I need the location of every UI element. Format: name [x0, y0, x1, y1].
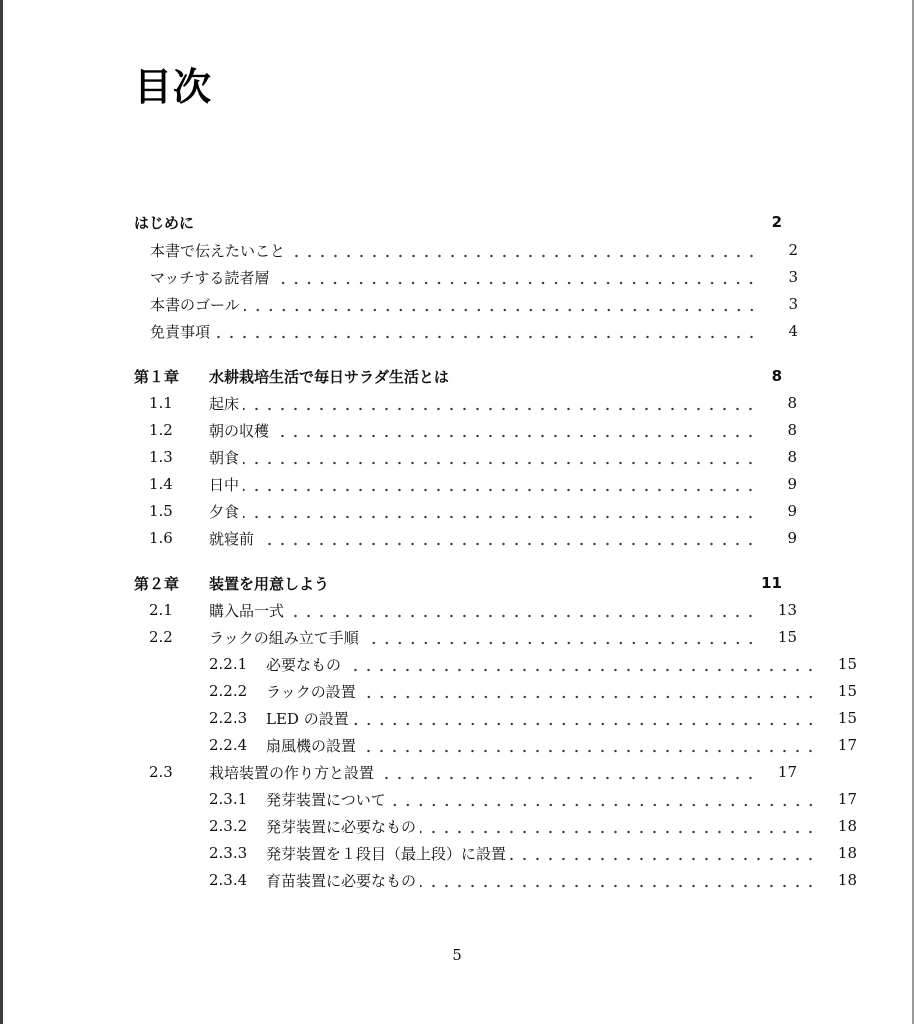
toc-entry-row[interactable]	[134, 652, 857, 676]
toc-entry-number: 2.2.1	[209, 655, 248, 673]
toc-dot-leader	[258, 526, 757, 550]
toc-entry-title: 起床	[209, 394, 240, 413]
toc-page-number: 17	[777, 763, 797, 781]
toc-entry-row[interactable]	[134, 679, 857, 703]
toc-entry-number: 2.3.3	[209, 844, 248, 862]
toc-dot-leader	[244, 292, 758, 316]
toc-entry-row[interactable]	[134, 391, 797, 415]
toc-entry-number: 2.3	[149, 763, 173, 781]
toc-entry-title: 就寝前	[209, 529, 255, 548]
toc-page-number: 9	[787, 529, 797, 547]
toc-entry-row[interactable]	[134, 499, 797, 523]
toc-entry-title: 育苗装置に必要なもの	[266, 871, 417, 890]
toc-page-number: 17	[837, 736, 857, 754]
toc-entry-number: 2.3.1	[209, 790, 248, 808]
toc-entry-row[interactable]	[134, 760, 797, 784]
toc-page-number: 13	[777, 601, 797, 619]
toc-entry-number: 1.6	[149, 529, 173, 547]
toc-chapter-row[interactable]	[134, 364, 782, 388]
toc-entry-number: 1.1	[149, 394, 173, 412]
toc-entry-row[interactable]	[134, 526, 797, 550]
toc-entry-number: 2.3.4	[209, 871, 248, 889]
toc-dot-leader	[289, 238, 758, 262]
toc-page-number: 18	[837, 844, 857, 862]
toc-entry-title: 水耕栽培生活で毎日サラダ生活とは	[209, 367, 449, 386]
toc-entry-title: 夕食	[209, 502, 240, 521]
toc-page-number: 8	[787, 448, 797, 466]
toc-dot-leader	[378, 760, 757, 784]
toc-entry-number: 第２章	[134, 574, 180, 593]
toc-entry-title: マッチする読者層	[150, 268, 270, 287]
toc-entry-number: 1.5	[149, 502, 173, 520]
toc-entry-title: 朝の収穫	[209, 421, 270, 440]
toc-page-number: 15	[837, 655, 857, 673]
toc-page-number: 9	[787, 502, 797, 520]
toc-entry-row[interactable]	[134, 238, 798, 262]
toc-entry-row[interactable]	[134, 841, 857, 865]
toc-page-number: 11	[761, 574, 782, 592]
toc-entry-title: 装置を用意しよう	[209, 574, 330, 593]
toc-entry-title: 免責事項	[150, 322, 211, 341]
toc-page-number: 3	[788, 268, 798, 286]
toc-chapter-row[interactable]	[134, 571, 782, 595]
toc-dot-leader	[273, 265, 758, 289]
toc-page-number: 8	[787, 421, 797, 439]
toc-page-number: 18	[837, 871, 857, 889]
toc-page-number: 15	[837, 709, 857, 727]
toc-dot-leader	[273, 418, 757, 442]
toc-entry-row[interactable]	[134, 418, 797, 442]
toc-dot-leader	[420, 868, 817, 892]
page-title: 目次	[134, 65, 213, 109]
toc-entry-title: 本書で伝えたいこと	[150, 241, 286, 260]
toc-dot-leader	[243, 499, 757, 523]
toc-entry-title: 購入品一式	[209, 601, 285, 620]
toc-page-number: 8	[787, 394, 797, 412]
toc-entry-title: 扇風機の設置	[266, 736, 357, 755]
toc-entry-title: 栽培装置の作り方と設置	[209, 763, 375, 782]
toc-entry-title: LED の設置	[266, 709, 349, 728]
toc-dot-leader	[243, 391, 757, 415]
toc-page-number: 9	[787, 475, 797, 493]
toc-entry-number: 2.2.3	[209, 709, 248, 727]
toc-entry-title: 発芽装置について	[266, 790, 386, 809]
toc-page-number: 3	[788, 295, 798, 313]
page-number: 5	[452, 946, 462, 964]
toc-entry-number: 1.4	[149, 475, 173, 493]
toc-entry-number: 2.2.2	[209, 682, 248, 700]
toc-entry-title: 日中	[209, 475, 240, 494]
toc-dot-leader	[363, 625, 757, 649]
toc-dot-leader	[420, 814, 817, 838]
toc-entry-number: 2.2	[149, 628, 173, 646]
toc-dot-leader	[353, 706, 817, 730]
toc-dot-leader	[288, 598, 757, 622]
toc-entry-title: 必要なもの	[266, 655, 342, 674]
toc-entry-title: 発芽装置を１段目（最上段）に設置	[266, 844, 507, 863]
toc-entry-title: はじめに	[134, 213, 195, 232]
toc-entry-row[interactable]	[134, 472, 797, 496]
toc-page-number: 15	[777, 628, 797, 646]
toc-entry-row[interactable]	[134, 868, 857, 892]
toc-dot-leader	[243, 472, 757, 496]
toc-page-number: 17	[837, 790, 857, 808]
toc-dot-leader	[510, 841, 817, 865]
toc-entry-row[interactable]	[134, 733, 857, 757]
toc-entry-number: 2.1	[149, 601, 173, 619]
toc-page-number: 15	[837, 682, 857, 700]
toc-entry-number: 第１章	[134, 367, 180, 386]
toc-entry-row[interactable]	[134, 787, 857, 811]
toc-entry-number: 1.2	[149, 421, 173, 439]
toc-entry-number: 2.2.4	[209, 736, 248, 754]
toc-entry-row[interactable]	[134, 706, 857, 730]
toc-entry-row[interactable]	[134, 292, 798, 316]
toc-dot-leader	[345, 652, 817, 676]
toc-dot-leader	[390, 787, 817, 811]
toc-entry-row[interactable]	[134, 598, 797, 622]
toc-entry-title: ラックの設置	[266, 682, 356, 701]
toc-entry-row[interactable]	[134, 814, 857, 838]
toc-entry-row[interactable]	[134, 265, 798, 289]
toc-entry-title: ラックの組み立て手順	[209, 628, 359, 647]
toc-dot-leader	[360, 733, 817, 757]
toc-entry-title: 発芽装置に必要なもの	[266, 817, 417, 836]
toc-entry-row[interactable]	[134, 445, 797, 469]
toc-entry-row[interactable]	[134, 319, 798, 343]
toc-entry-row[interactable]	[134, 625, 797, 649]
toc-page-number: 8	[771, 367, 782, 385]
toc-page-number: 2	[771, 213, 782, 231]
toc-page-number: 18	[837, 817, 857, 835]
toc-dot-leader	[214, 319, 758, 343]
toc-dot-leader	[243, 445, 757, 469]
toc-page-number: 2	[788, 241, 798, 259]
toc-chapter-row[interactable]	[134, 210, 782, 234]
toc-entry-number: 2.3.2	[209, 817, 248, 835]
toc-page-number: 4	[788, 322, 798, 340]
toc-entry-title: 朝食	[209, 448, 240, 467]
toc-entry-number: 1.3	[149, 448, 173, 466]
toc-entry-title: 本書のゴール	[150, 295, 240, 314]
toc-dot-leader	[360, 679, 817, 703]
